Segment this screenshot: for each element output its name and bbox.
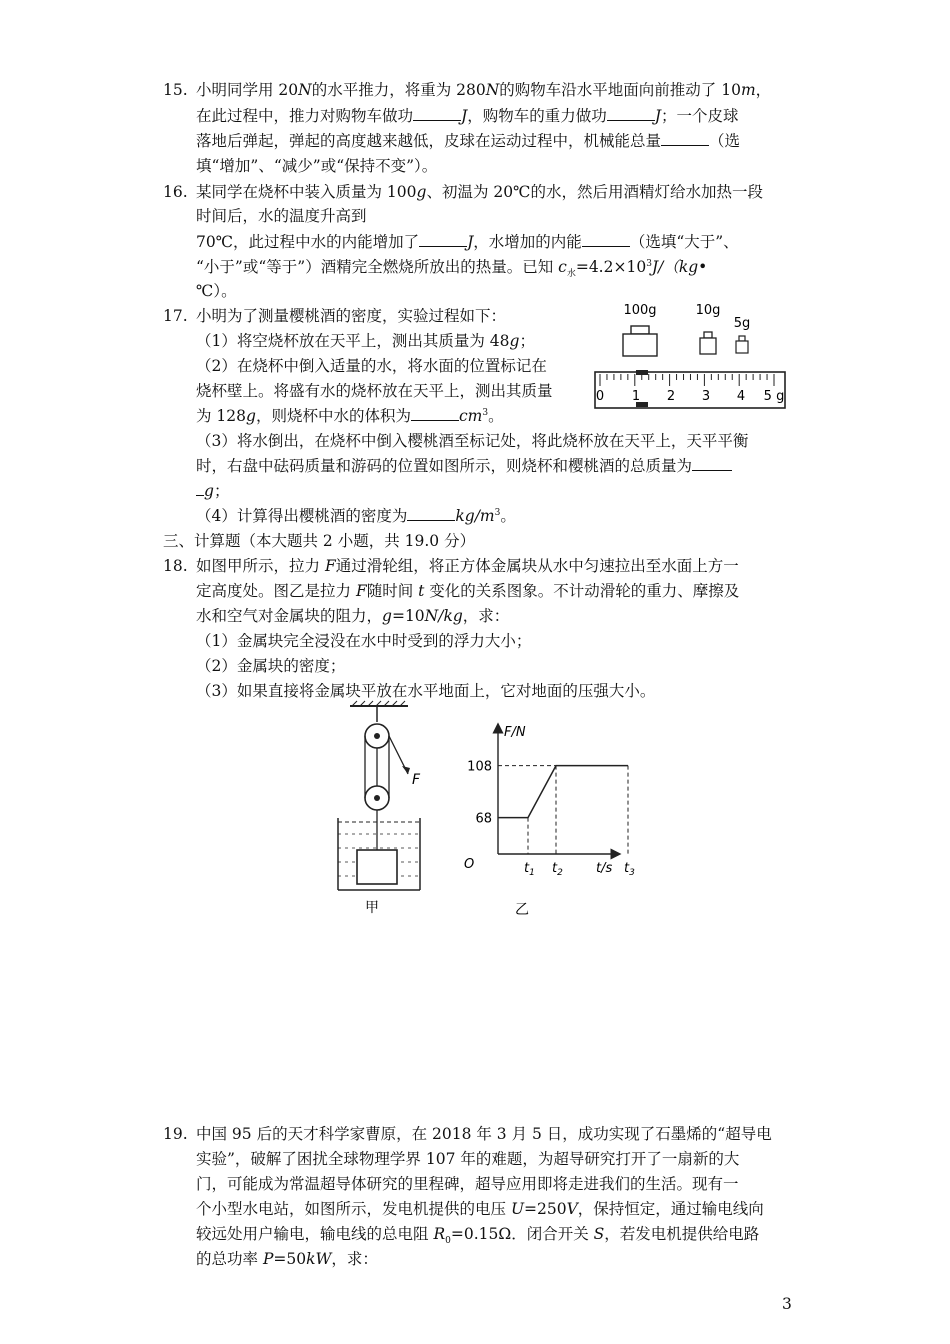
q17-number: 17. <box>163 307 188 325</box>
q15-line3: 落地后弹起，弹起的高度越来越低，皮球在运动过程中，机械能总量 （选 <box>196 132 741 150</box>
weight-5g-label: 5g <box>733 316 751 331</box>
q18-line2: 定高度处。图乙是拉力 F随时间 t 变化的关系图象。不计动滑轮的重力、摩擦及 <box>196 582 740 600</box>
q16-number: 16. <box>163 183 188 201</box>
q17-line4: 烧杯壁上。将盛有水的烧杯放在天平上，测出其质量 <box>196 382 553 400</box>
answer-blank[interactable] <box>661 131 709 146</box>
rider-top <box>636 370 648 375</box>
q18-line1: 如图甲所示，拉力 F通过滑轮组，将正方体金属块从水中匀速拉出至水面上方一 <box>196 557 739 575</box>
q15-line4: 填“增加”、“减少”或“保持不变”）。 <box>196 157 438 175</box>
q19-line4: 个小型水电站，如图所示，发电机提供的电压 U=250V，保持恒定，通过输电线向 <box>196 1200 764 1218</box>
answer-blank[interactable] <box>607 106 655 121</box>
q17-line3: （2）在烧杯中倒入适量的水，将水面的位置标记在 <box>196 357 547 375</box>
q19-number: 19. <box>163 1125 188 1143</box>
q19-line6: 的总功率 P=50kW，求： <box>196 1250 378 1268</box>
force-time-chart <box>440 722 635 918</box>
y-tick-label-108: 108 <box>467 759 492 775</box>
q17-line1: 小明为了测量樱桃酒的密度，实验过程如下： <box>196 307 507 325</box>
weight-5g <box>736 336 748 353</box>
y-tick-label-68: 68 <box>475 811 492 827</box>
force-label: F <box>412 772 421 788</box>
scale-label-5: 5 g <box>763 389 785 404</box>
q16-line1: 某同学在烧杯中装入质量为 100g、初温为 20℃的水，然后用酒精灯给水加热一段 <box>196 183 763 201</box>
pulley-figure <box>330 700 430 920</box>
x-tick-label-t2: $t_2$ <box>552 861 563 878</box>
q15-line1: 小明同学用 20N的水平推力，将重为 280N的购物车沿水平地面向前推动了 10m， <box>196 81 772 99</box>
q16-line3: 70℃，此过程中水的内能增加了 J，水增加的内能 （选填“大于”、 <box>196 233 739 251</box>
weight-100g <box>623 326 657 356</box>
q16-line2: 时间后，水的温度升高到 <box>196 207 367 225</box>
q17-line7: 时，右盘中砝码质量和游码的位置如图所示，则烧杯和樱桃酒的总质量为 <box>196 456 732 476</box>
q17-line8: g； <box>196 481 229 501</box>
q17-balance-figure <box>590 296 790 414</box>
section-heading: 三、计算题（本大题共 2 小题，共 19.0 分） <box>163 532 476 550</box>
answer-blank[interactable] <box>411 406 459 421</box>
q17-line5: 为 128g，则烧杯中水的体积为 $cm^3$。 <box>196 407 504 425</box>
q17-line2: （1）将空烧杯放在天平上，测出其质量为 48g； <box>196 332 535 350</box>
q19-line1: 中国 95 后的天才科学家曹原，在 2018 年 3 月 5 日，成功实现了石墨烯的“超导电 <box>196 1125 772 1143</box>
force-arrow <box>402 766 410 774</box>
x-tick-label-t3: $t_3$ <box>624 861 635 878</box>
figure-caption-jia: 甲 <box>365 900 379 916</box>
scale-label-0: 0 <box>595 389 605 404</box>
origin-label: O <box>464 857 475 872</box>
answer-blank[interactable] <box>419 232 467 247</box>
answer-blank[interactable] <box>692 456 732 471</box>
answer-blank[interactable] <box>196 481 204 496</box>
weight-100g-label: 100g <box>623 303 657 318</box>
answer-blank[interactable] <box>582 232 630 247</box>
metal-block <box>357 850 397 884</box>
weight-10g-label: 10g <box>695 303 721 318</box>
x-tick-label-t1: $t_1$ <box>524 861 535 878</box>
q18-line3: 水和空气对金属块的阻力，g=10N/kg，求： <box>196 607 510 625</box>
scale-label-1: 1 <box>631 389 641 404</box>
q18-line6: （3）如果直接将金属块平放在水平地面上，它对地面的压强大小。 <box>196 682 656 700</box>
scale-label-4: 4 <box>736 389 746 404</box>
scale-label-3: 3 <box>701 389 711 404</box>
x-axis-label: t/s <box>596 861 613 876</box>
page-number: 3 <box>782 1295 792 1313</box>
series-line-F <box>498 766 628 818</box>
q19-line2: 实验”，破解了困扰全球物理学界 107 年的难题，为超导研究打开了一扇新的大 <box>196 1150 740 1168</box>
q15-line2: 在此过程中，推力对购物车做功 J，购物车的重力做功 J；一个皮球 <box>196 107 739 125</box>
answer-blank[interactable] <box>413 106 461 121</box>
q18-number: 18. <box>163 557 188 575</box>
q19-line3: 门，可能成为常温超导体研究的里程碑，超导应用即将走进我们的生活。现有一 <box>196 1175 739 1193</box>
q17-line9: （4）计算得出樱桃酒的密度为 $kg/m^3$。 <box>196 507 516 525</box>
answer-blank[interactable] <box>407 506 455 521</box>
y-axis-label: F/N <box>504 725 526 740</box>
weight-10g <box>700 332 716 354</box>
q16-line4: “小于”或“等于”）酒精完全燃烧所放出的热量。已知 $c_水=4.2\times 10^3J/(kg•$ <box>196 258 708 280</box>
figure-caption-yi: 乙 <box>515 902 529 918</box>
q18-line4: （1）金属块完全浸没在水中时受到的浮力大小； <box>196 632 532 650</box>
q16-line5: ℃）。 <box>196 282 237 300</box>
q19-line5: 较远处用户输电，输电线的总电阻 $R_0=0.15\Omega$．闭合开关 S，若发电机提供给电路 <box>196 1225 760 1247</box>
q15-number: 15. <box>163 81 188 99</box>
q17-line6: （3）将水倒出，在烧杯中倒入樱桃酒至标记处，将此烧杯放在天平上，天平平衡 <box>196 432 749 450</box>
scale-label-2: 2 <box>666 389 676 404</box>
rider-scale <box>595 370 785 408</box>
q18-line5: （2）金属块的密度； <box>196 657 346 675</box>
